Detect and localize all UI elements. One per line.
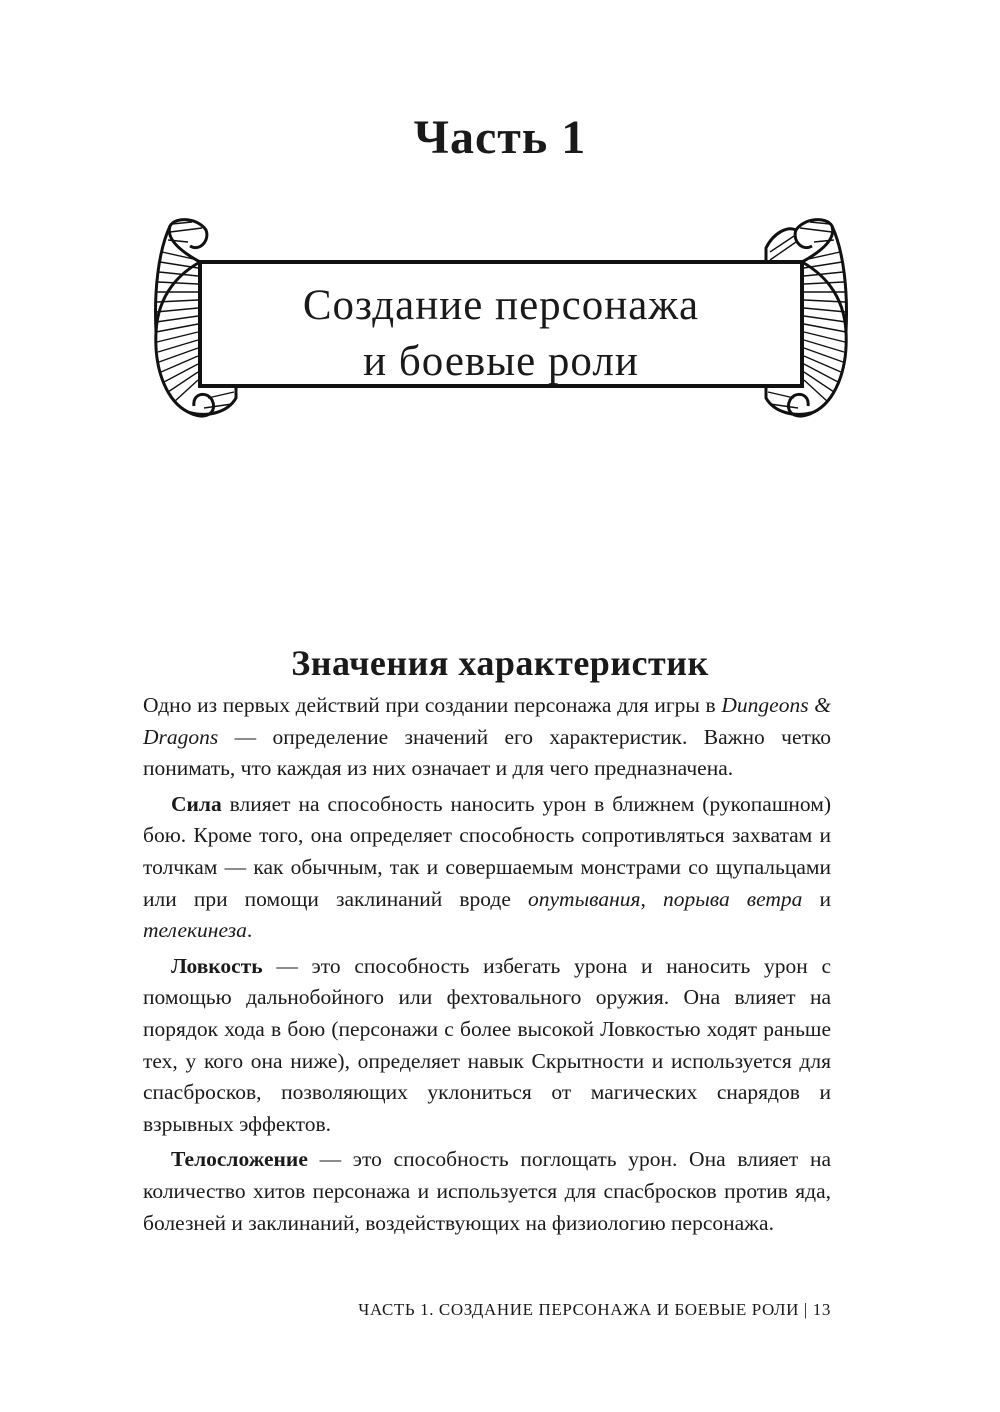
paragraph-dexterity xyxy=(143,951,831,1141)
italic-run: опутывания xyxy=(528,886,641,911)
body-text xyxy=(143,690,831,1243)
paragraph-constitution xyxy=(143,1144,831,1239)
page-number: 13 xyxy=(812,1300,831,1319)
italic-run: порыва ветра xyxy=(662,886,803,911)
banner-title-line-1: Создание персонажа xyxy=(302,282,700,329)
paragraph-strength xyxy=(143,789,831,947)
text-run: — это способность поглощать урон. Она влияет на количество хитов персонажа и используется для спасбросков против яда, болезней и заклинаний, воздействующих на физиологию персонажа. xyxy=(143,1147,831,1235)
text-run: влияет на способность наносить урон в ближнем (рукопашном) бою. Кроме того, она определяет способность сопротивляться захватам и толчкам — как обычным, так и совершаемым монстрами со щупальцами или при помощи заклинаний вроде xyxy=(143,791,831,911)
banner-title xyxy=(148,278,854,390)
italic-run: Dungeons & Dragons xyxy=(143,693,831,749)
page-footer xyxy=(143,1300,831,1320)
banner-title-line-2: и боевые роли xyxy=(363,338,639,385)
part-title: Часть 1 xyxy=(413,111,587,164)
running-head: ЧАСТЬ 1. СОЗДАНИЕ ПЕРСОНАЖА И БОЕВЫЕ РОЛИ xyxy=(358,1300,800,1319)
bold-term: Сила xyxy=(171,791,222,816)
text-run: — это способность избегать урона и наносить урон с помощью дальнобойного или фехтовального оружия. Она влияет на порядок хода в бою (персонажи с более высокой Ловкостью ходят раньше тех, у кого она ниже), определяет навык Скрытности и используется для спасбросков, позволяющих уклониться от магических снарядов и взрывных эффектов. xyxy=(143,953,831,1136)
text-run: , xyxy=(640,886,663,911)
italic-run: телекинеза xyxy=(143,918,247,943)
bold-term: Телосложение xyxy=(171,1147,308,1172)
text-run: — определение значений его характеристик. Важно четко понимать, что каждая из них означает и для чего предназначена. xyxy=(143,724,831,781)
bold-term: Ловкость xyxy=(171,953,263,978)
section-heading: Значения характеристик xyxy=(291,643,709,683)
footer-separator: | xyxy=(803,1300,808,1319)
scroll-banner xyxy=(148,212,854,442)
text-run: Одно из первых действий при создании персонажа для игры в xyxy=(143,693,722,717)
text-run: . xyxy=(246,918,253,943)
text-run: и xyxy=(802,886,831,911)
paragraph-intro xyxy=(143,690,831,785)
